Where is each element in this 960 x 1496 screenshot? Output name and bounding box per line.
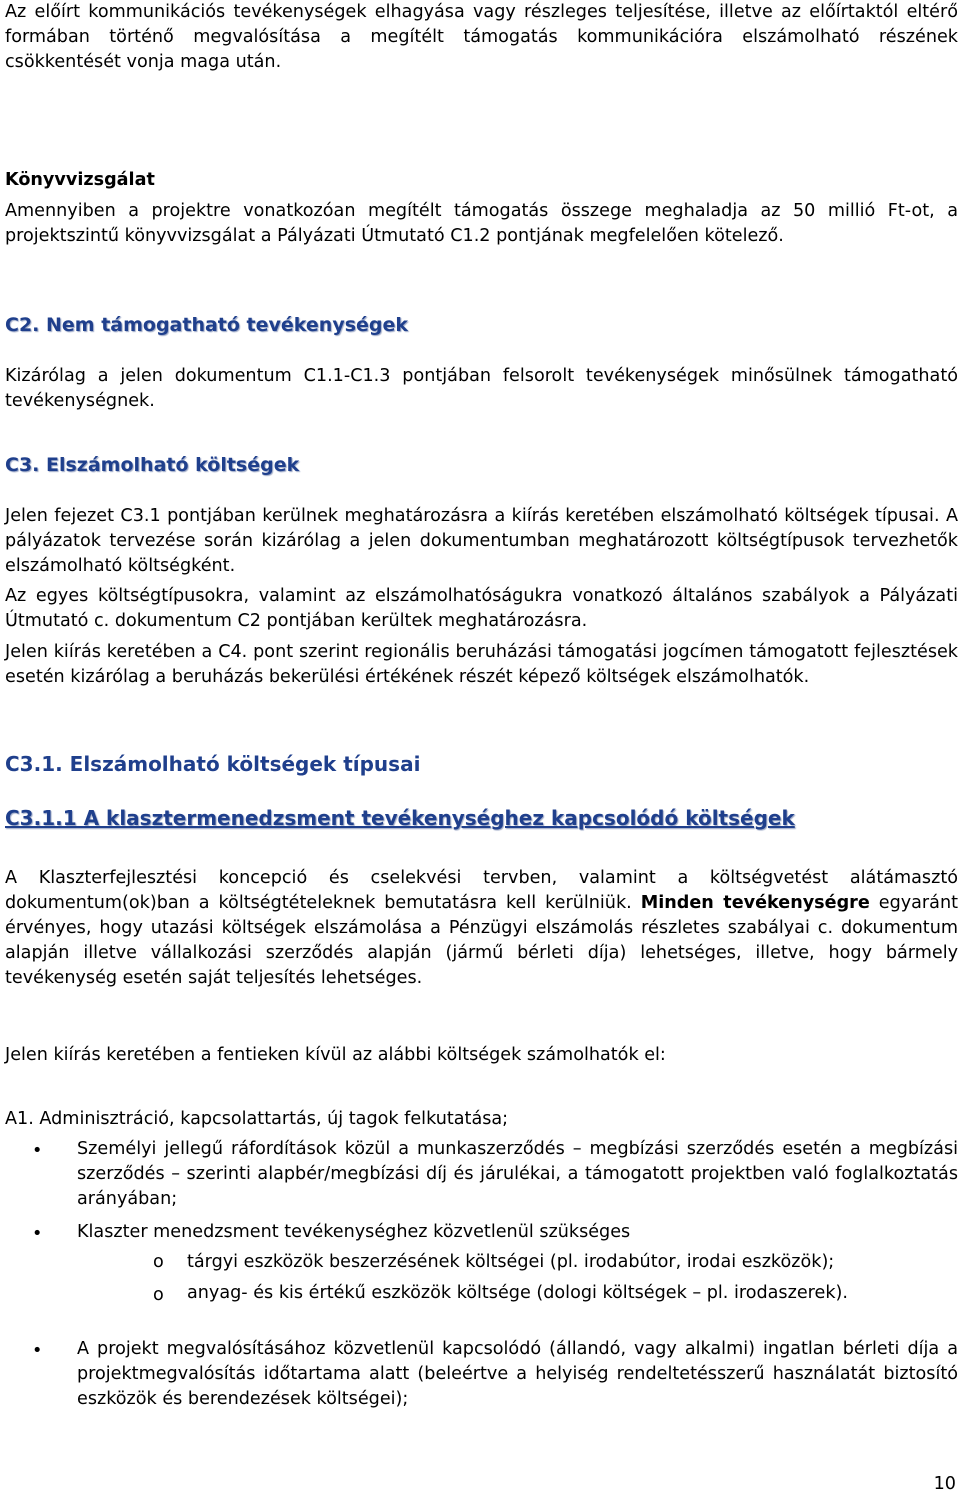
heading-c2: C2. Nem támogatható tevékenységek xyxy=(5,314,409,336)
paragraph-c3-1: Jelen fejezet C3.1 pontjában kerülnek meghatározásra a kiírás keretében elszámolható költségek típusai. A pályázatok tervezése során kizárólag a jelen dokumentumban meghatározott költségtípusok tervezhetők elszámolható költségként. xyxy=(5,506,958,576)
paragraph-eligible-intro: Jelen kiírás keretében a fentieken kívül az alábbi költségek számolhatók el: xyxy=(5,1045,666,1065)
sublist-item: tárgyi eszközök beszerzésének költségei (pl. irodabútor, irodai eszközök); xyxy=(187,1252,835,1272)
paragraph-c3-3: Jelen kiírás keretében a C4. pont szerint regionális beruházási támogatási jogcímen támogatott fejlesztések esetén kizárólag a beruházás bekerülési értékének részét képező költségek elszámolhatók. xyxy=(5,642,958,687)
list-item: Klaszter menedzsment tevékenységhez közvetlenül szükséges xyxy=(77,1222,631,1242)
paragraph-cluster-costs xyxy=(5,866,958,991)
paragraph-cluster-costs-part-1: A Klaszterfejlesztési koncepció és cselekvési tervben, valamint a költségvetést alátámasztó dokumentum(ok)ban a költségtételeknek bemutatásra kell kerülniük. xyxy=(5,868,958,913)
heading-c3-1: C3.1. Elszámolható költségek típusai xyxy=(5,752,421,776)
subbullet-circle-icon: o xyxy=(153,1285,164,1305)
page-number: 10 xyxy=(933,1474,956,1494)
bullet-dot-icon: • xyxy=(32,1141,43,1161)
paragraph-audit: Amennyiben a projektre vonatkozóan megítélt támogatás összege meghaladja az 50 millió Ft-ot, a projektszintű könyvvizsgálat a Pályázati Útmutató C1.2 pontjának megfelelően kötelező. xyxy=(5,201,958,246)
list-item: Személyi jellegű ráfordítások közül a munkaszerződés – megbízási szerződés esetén a megbízási szerződés – szerinti alapbér/megbízási díj és járulékai, a támogatott projektben való foglalkoztatás arányában; xyxy=(77,1139,958,1209)
bullet-dot-icon: • xyxy=(32,1224,43,1244)
bullet-dot-icon: • xyxy=(32,1341,43,1361)
paragraph-cluster-costs-part-2: egyaránt érvényes, hogy utazási költségek elszámolása a Pénzügyi elszámolás részletes szabályai c. dokumentum alapján illetve vállalkozási szerződés alapján (jármű bérleti díja) lehetséges, illetve, hogy bármely tevékenység esetén saját teljesítés lehetséges. xyxy=(5,893,958,988)
subbullet-circle-icon: o xyxy=(153,1252,164,1272)
paragraph-communication: Az előírt kommunikációs tevékenységek elhagyása vagy részleges teljesítése, illetve az előírtaktól eltérő formában történő megvalósítása a megítélt támogatás kommunikációra elszámolható részének csökkentését vonja maga után. xyxy=(5,2,958,72)
paragraph-c3-2: Az egyes költségtípusokra, valamint az elszámolhatóságukra vonatkozó általános szabályok a Pályázati Útmutató c. dokumentum C2 pontjában kerültek meghatározásra. xyxy=(5,586,958,631)
item-a1: A1. Adminisztráció, kapcsolattartás, új tagok felkutatása; xyxy=(5,1109,509,1129)
paragraph-cluster-costs-bold: Minden tevékenységre xyxy=(640,893,870,913)
heading-audit: Könyvvizsgálat xyxy=(5,170,155,190)
list-item: A projekt megvalósításához közvetlenül kapcsolódó (állandó, vagy alkalmi) ingatlan bérleti díja a projektmegvalósítás időtartama alatt (beleértve a helyiség rendeltetésszerű használatát biztosító eszközök és berendezések költségei); xyxy=(77,1339,958,1409)
sublist-item: anyag- és kis értékű eszközök költsége (dologi költségek – pl. irodaszerek). xyxy=(187,1283,848,1303)
paragraph-c2: Kizárólag a jelen dokumentum C1.1-C1.3 pontjában felsorolt tevékenységek minősülnek támogatható tevékenységnek. xyxy=(5,366,958,411)
heading-c3: C3. Elszámolható költségek xyxy=(5,454,300,476)
heading-c3-1-1: C3.1.1 A klasztermenedzsment tevékenységhez kapcsolódó költségek xyxy=(5,806,795,830)
